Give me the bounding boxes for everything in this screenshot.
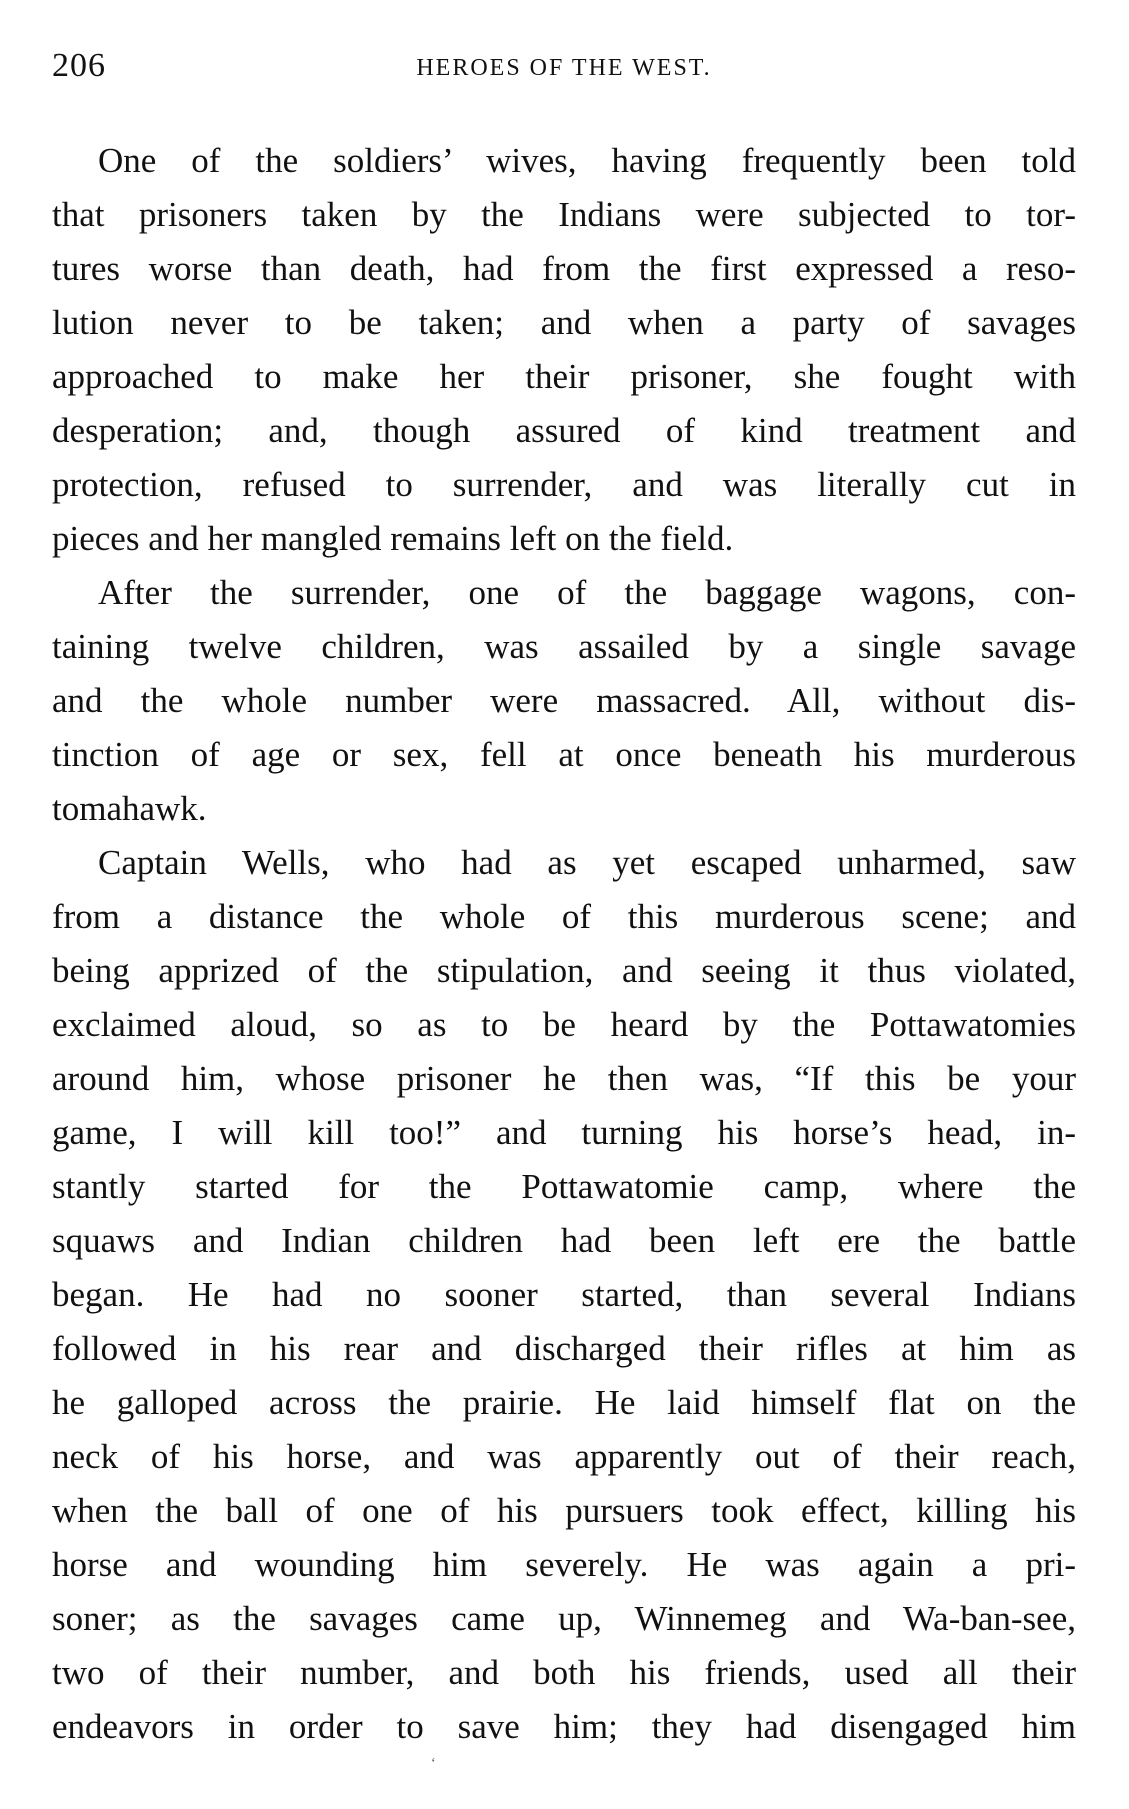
page-header: [52, 44, 1076, 88]
text-line: two of their number, and both his friends, used all their: [52, 1653, 1076, 1692]
text-line: Captain Wells, who had as yet escaped unharmed, saw: [98, 843, 1076, 882]
body-text: [52, 134, 1076, 1754]
page-number: 206: [52, 47, 106, 84]
text-line: lution never to be taken; and when a party of savages: [52, 303, 1076, 342]
text-line: and the whole number were massacred. All, without dis-: [52, 681, 1076, 720]
text-line: One of the soldiers’ wives, having frequently been told: [98, 141, 1076, 180]
text-line: around him, whose prisoner he then was, “If this be your: [52, 1059, 1076, 1098]
text-line: soner; as the savages came up, Winnemeg and Wa-ban-see,: [52, 1599, 1076, 1638]
text-line: exclaimed aloud, so as to be heard by the Pottawatomies: [52, 1005, 1076, 1044]
text-line: tures worse than death, had from the first expressed a reso-: [52, 249, 1076, 288]
text-line: tinction of age or sex, fell at once beneath his murderous: [52, 735, 1076, 774]
text-line: After the surrender, one of the baggage wagons, con-: [98, 573, 1076, 612]
text-line: horse and wounding him severely. He was again a pri-: [52, 1545, 1076, 1584]
text-line: taining twelve children, was assailed by a single savage: [52, 627, 1076, 666]
text-line: being apprized of the stipulation, and seeing it thus violated,: [52, 951, 1076, 990]
text-line: that prisoners taken by the Indians were subjected to tor-: [52, 195, 1076, 234]
text-line: from a distance the whole of this murderous scene; and: [52, 897, 1076, 936]
text-line: began. He had no sooner started, than several Indians: [52, 1275, 1076, 1314]
text-line: squaws and Indian children had been left ere the battle: [52, 1221, 1076, 1260]
text-line: he galloped across the prairie. He laid himself flat on the: [52, 1383, 1076, 1422]
text-line: tomahawk.: [52, 789, 207, 828]
text-line: approached to make her their prisoner, she fought with: [52, 357, 1076, 396]
text-line: followed in his rear and discharged their rifles at him as: [52, 1329, 1076, 1368]
text-line: stantly started for the Pottawatomie camp, where the: [52, 1167, 1076, 1206]
text-line: neck of his horse, and was apparently out of their reach,: [52, 1437, 1076, 1476]
ink-speck: ʻ: [431, 1756, 436, 1771]
text-line: pieces and her mangled remains left on the field.: [52, 519, 734, 558]
text-line: endeavors in order to save him; they had disengaged him: [52, 1707, 1076, 1746]
text-line: protection, refused to surrender, and was literally cut in: [52, 465, 1076, 504]
text-line: when the ball of one of his pursuers took effect, killing his: [52, 1491, 1076, 1530]
text-line: desperation; and, though assured of kind treatment and: [52, 411, 1076, 450]
text-line: game, I will kill too!” and turning his horse’s head, in-: [52, 1113, 1076, 1152]
running-head: HEROES OF THE WEST.: [416, 55, 712, 81]
